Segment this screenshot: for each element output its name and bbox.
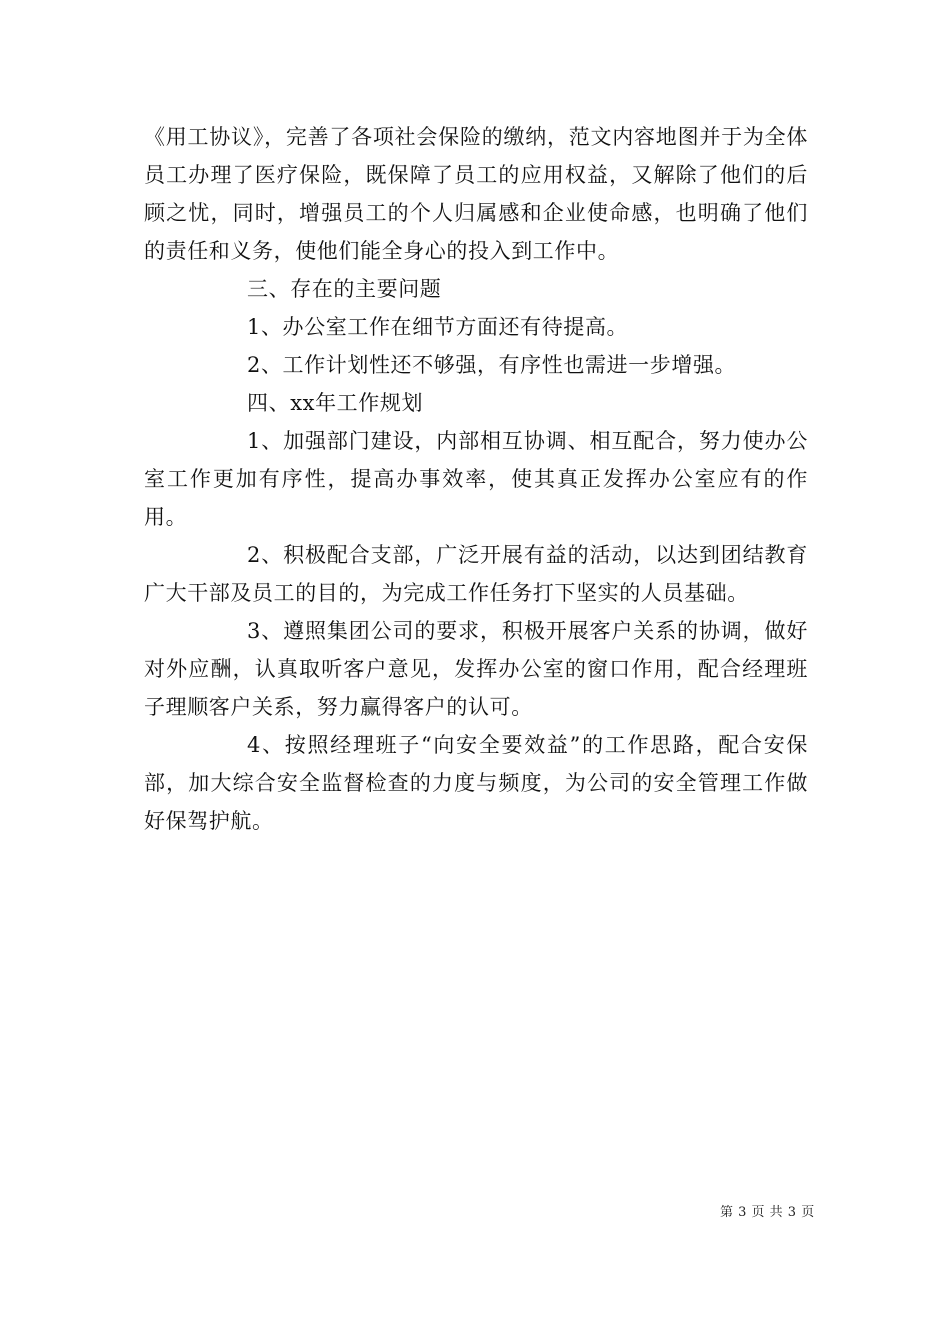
page-number-footer: 第 3 页 共 3 页: [720, 1205, 815, 1220]
problem-item-1: 1、办公室工作在细节方面还有待提高。: [247, 315, 629, 339]
section-heading-problems: 三、存在的主要问题: [247, 277, 442, 301]
section-heading-plan: 四、xx年工作规划: [247, 391, 424, 415]
document-body: [144, 118, 808, 840]
plan-item-4: 4、按照经理班子“向安全要效益”的工作思路，配合安保部，加大综合安全监督检查的力度与频度，为公司的安全管理工作做好保驾护航。: [144, 733, 808, 833]
problem-item-2: 2、工作计划性还不够强，有序性也需进一步增强。: [247, 353, 737, 377]
paragraph-continuation: 《用工协议》，完善了各项社会保险的缴纳，范文内容地图并于为全体员工办理了医疗保险，既保障了员工的应用权益，又解除了他们的后顾之忧，同时，增强员工的个人归属感和企业使命感，也明确了他们的责任和义务，使他们能全身心的投入到工作中。: [144, 125, 808, 263]
plan-item-3: 3、遵照集团公司的要求，积极开展客户关系的协调，做好对外应酬，认真取听客户意见，发挥办公室的窗口作用，配合经理班子理顺客户关系，努力赢得客户的认可。: [144, 619, 808, 719]
plan-item-2: 2、积极配合支部，广泛开展有益的活动，以达到团结教育广大干部及员工的目的，为完成工作任务打下坚实的人员基础。: [144, 543, 808, 605]
plan-item-1: 1、加强部门建设，内部相互协调、相互配合，努力使办公室工作更加有序性，提高办事效率，使其真正发挥办公室应有的作用。: [144, 429, 808, 529]
